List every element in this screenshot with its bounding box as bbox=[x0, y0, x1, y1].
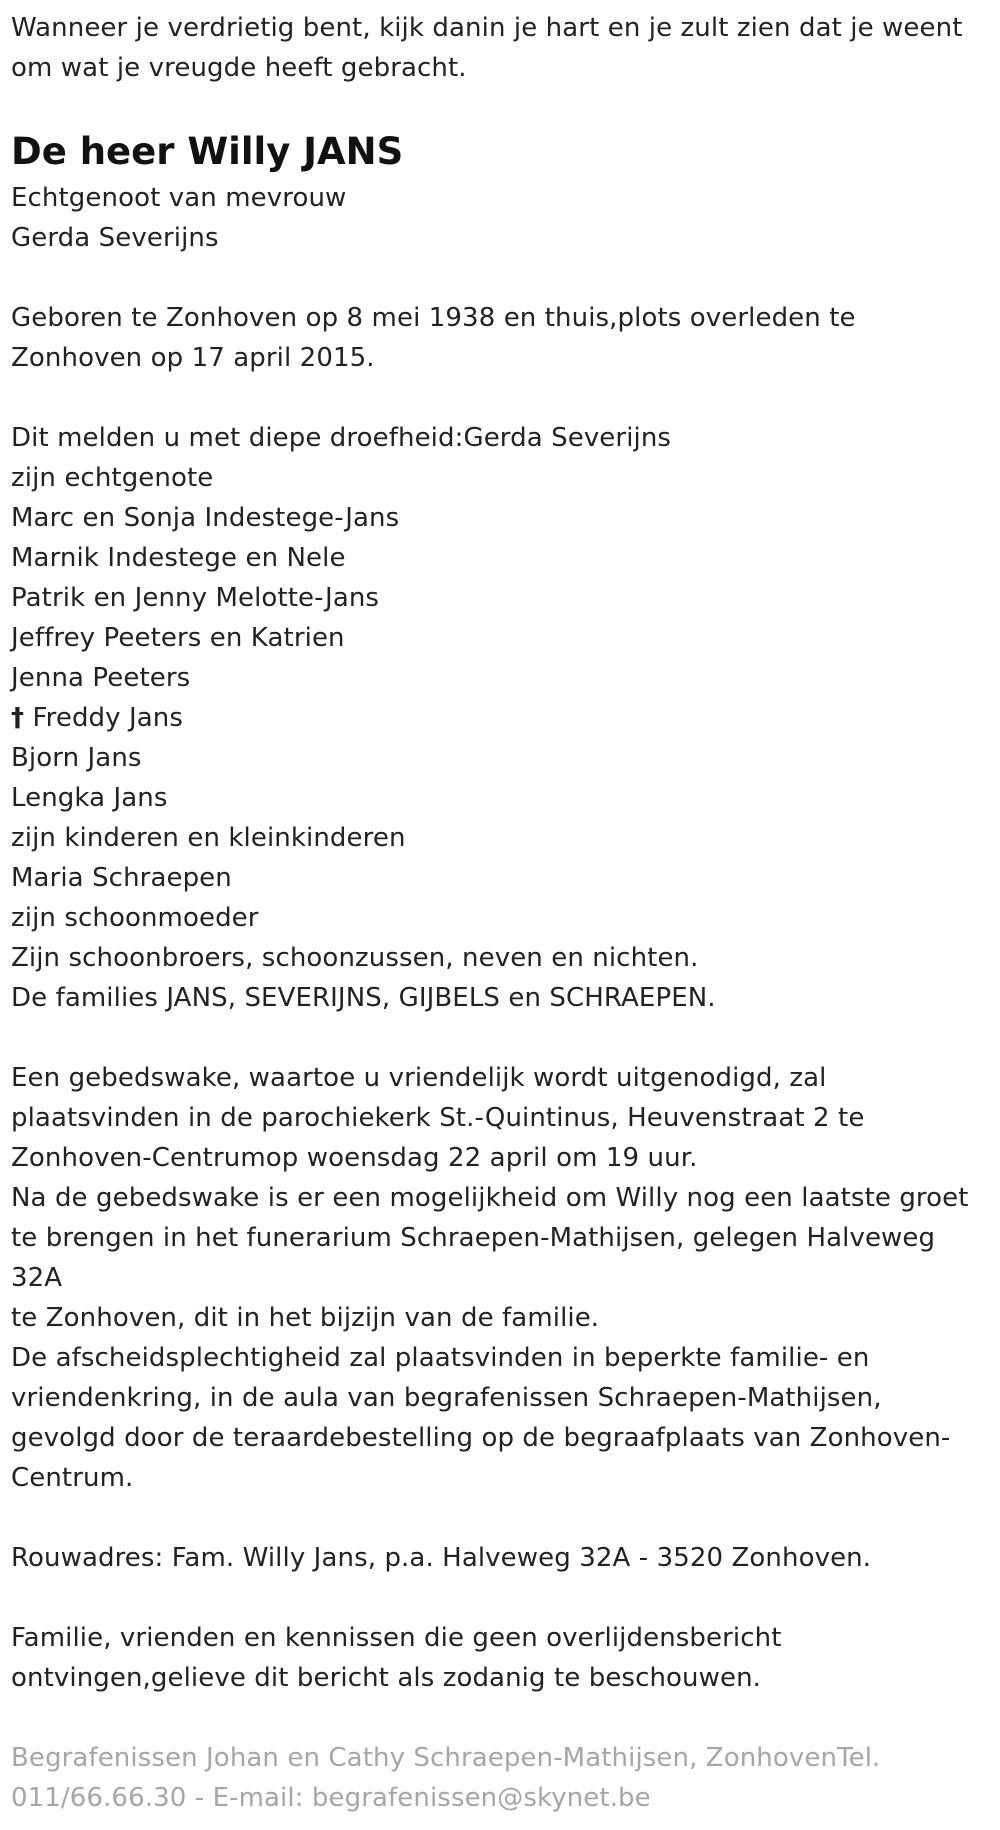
notice-line: ontvingen,gelieve dit bericht als zodanig te beschouwen. bbox=[11, 1663, 762, 1693]
birth-death-line: Zonhoven op 17 april 2015. bbox=[11, 343, 375, 373]
quote bbox=[11, 8, 1000, 88]
list-item: Zijn schoonbroers, schoonzussen, neven en nichten. bbox=[11, 943, 699, 973]
ceremony-line: De afscheidsplechtigheid zal plaatsvinden in beperkte familie- en bbox=[11, 1343, 870, 1373]
spacer bbox=[11, 1498, 1000, 1538]
list-item: De families JANS, SEVERIJNS, GIJBELS en SCHRAEPEN. bbox=[11, 983, 716, 1013]
footer-line: 011/66.66.30 - E-mail: begrafenissen@skynet.be bbox=[11, 1783, 651, 1813]
list-item: zijn kinderen en kleinkinderen bbox=[11, 823, 406, 853]
quote-line: om wat je vreugde heeft gebracht. bbox=[11, 53, 467, 83]
ceremony-line: Zonhoven-Centrumop woensdag 22 april om 19 uur. bbox=[11, 1143, 698, 1173]
list-item: Marc en Sonja Indestege-Jans bbox=[11, 503, 400, 533]
ceremony-info bbox=[11, 1058, 1000, 1498]
cross-icon: † bbox=[11, 703, 25, 733]
ceremony-line: 32A bbox=[11, 1263, 63, 1293]
mourning-address: Rouwadres: Fam. Willy Jans, p.a. Halveweg 32A - 3520 Zonhoven. bbox=[11, 1543, 872, 1573]
notice-line: Familie, vrienden en kennissen die geen overlijdensbericht bbox=[11, 1623, 782, 1653]
list-item: Marnik Indestege en Nele bbox=[11, 543, 346, 573]
spouse-line: Gerda Severijns bbox=[11, 223, 219, 253]
spacer bbox=[11, 378, 1000, 418]
spacer bbox=[11, 258, 1000, 298]
ceremony-line: Na de gebedswake is er een mogelijkheid om Willy nog een laatste groet bbox=[11, 1183, 969, 1213]
quote-line: Wanneer je verdrietig bent, kijk danin je hart en je zult zien dat je weent bbox=[11, 13, 963, 43]
list-item-deceased bbox=[11, 698, 1000, 738]
spacer bbox=[11, 1018, 1000, 1058]
list-item: zijn schoonmoeder bbox=[11, 903, 259, 933]
ceremony-line: te brengen in het funerarium Schraepen-Mathijsen, gelegen Halveweg bbox=[11, 1223, 936, 1253]
spacer bbox=[11, 1578, 1000, 1618]
birth-death-info bbox=[11, 298, 1000, 378]
notice bbox=[11, 1618, 1000, 1698]
list-item: Jeffrey Peeters en Katrien bbox=[11, 623, 345, 653]
funeral-home-footer bbox=[11, 1738, 1000, 1818]
spouse-line: Echtgenoot van mevrouw bbox=[11, 183, 347, 213]
ceremony-line: plaatsvinden in de parochiekerk St.-Quintinus, Heuvenstraat 2 te bbox=[11, 1103, 865, 1133]
deceased-name: Freddy Jans bbox=[24, 703, 184, 733]
ceremony-line: vriendenkring, in de aula van begrafenissen Schraepen-Mathijsen, bbox=[11, 1383, 882, 1413]
list-item: Jenna Peeters bbox=[11, 663, 191, 693]
page-title: De heer Willy JANS bbox=[11, 130, 404, 173]
birth-death-line: Geboren te Zonhoven op 8 mei 1938 en thuis,plots overleden te bbox=[11, 303, 856, 333]
family-intro: Dit melden u met diepe droefheid:Gerda Severijns bbox=[11, 423, 672, 453]
ceremony-line: Een gebedswake, waartoe u vriendelijk wordt uitgenodigd, zal bbox=[11, 1063, 827, 1093]
list-item: zijn echtgenote bbox=[11, 463, 214, 493]
ceremony-line: te Zonhoven, dit in het bijzijn van de familie. bbox=[11, 1303, 600, 1333]
family-list bbox=[11, 418, 1000, 1018]
ceremony-line: gevolgd door de teraardebestelling op de begraafplaats van Zonhoven- bbox=[11, 1423, 951, 1453]
footer-line: Begrafenissen Johan en Cathy Schraepen-Mathijsen, ZonhovenTel. bbox=[11, 1743, 881, 1773]
list-item: Lengka Jans bbox=[11, 783, 168, 813]
list-item: Bjorn Jans bbox=[11, 743, 142, 773]
spouse-info bbox=[11, 178, 1000, 258]
list-item: Maria Schraepen bbox=[11, 863, 232, 893]
list-item: Patrik en Jenny Melotte-Jans bbox=[11, 583, 380, 613]
ceremony-line: Centrum. bbox=[11, 1463, 134, 1493]
